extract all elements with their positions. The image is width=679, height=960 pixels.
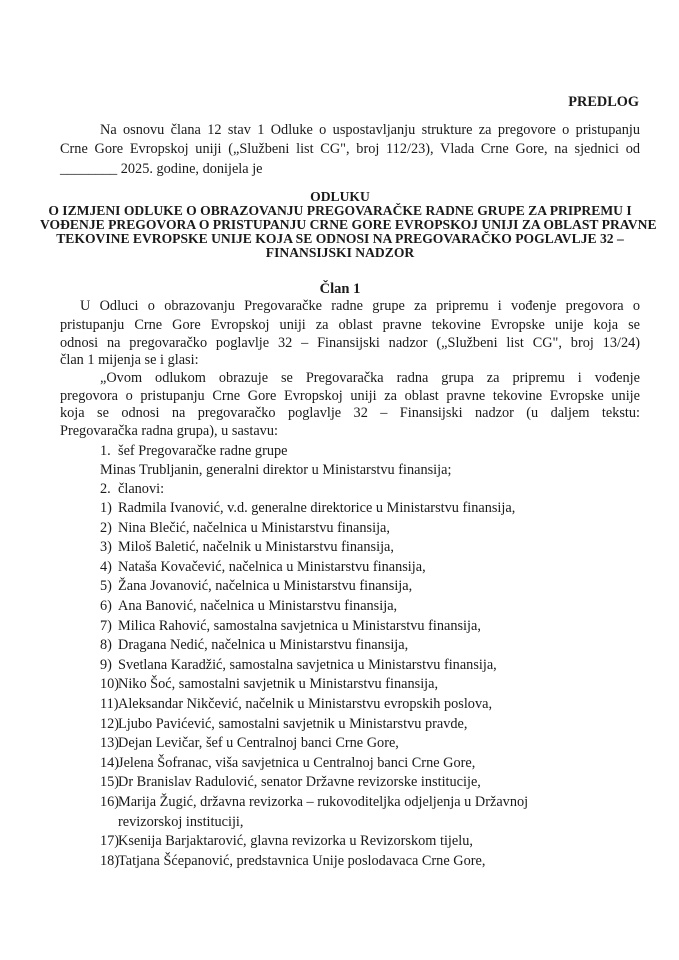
member-item [100, 618, 481, 635]
member-number: 9) [100, 656, 112, 673]
member-number: 16) [100, 794, 120, 810]
decision-subtitle: FINANSIJSKI NADZOR [265, 245, 415, 260]
member-number: 5) [100, 578, 112, 595]
member-text: Dr Branislav Radulović, senator Državne revizorske institucije, [118, 774, 481, 791]
member-item [100, 755, 475, 772]
article-line: pregovora o pristupanju Crne Gore Evropskoj uniji za oblast pravne tekovine Evropske unije [60, 388, 640, 404]
article-line: Pregovaračka radna grupa), u sastavu: [60, 423, 278, 439]
member-item [100, 500, 515, 517]
member-number: 10) [100, 676, 120, 693]
decision-subtitle: VOĐENJE PREGOVORA O PRISTUPANJU CRNE GORE EVROPSKOJ UNIJI ZA OBLAST PRAVNE [40, 217, 657, 232]
member-item [100, 520, 390, 537]
member-number: 11) [100, 696, 119, 712]
member-number: 18) [100, 852, 120, 869]
member-item [100, 853, 485, 870]
member-text: Aleksandar Nikčević, načelnik u Ministarstvu evropskih poslova, [118, 696, 493, 712]
member-text: Ksenija Barjaktarović, glavna revizorka u Revizorskom tijelu, [118, 833, 473, 850]
member-item [100, 637, 408, 654]
member-text: Svetlana Karadžić, samostalna savjetnica u Ministarstvu finansija, [118, 656, 497, 673]
member-text: Miloš Baletić, načelnik u Ministarstvu finansija, [118, 539, 394, 556]
article-line: „Ovom odlukom obrazuje se Pregovaračka radna grupa za pripremu i vođenje [100, 370, 640, 386]
member-item [100, 559, 426, 576]
member-text: Dejan Levičar, šef u Centralnoj banci Crne Gore, [118, 735, 399, 752]
member-text: Ljubo Pavićević, samostalni savjetnik u Ministarstvu pravde, [118, 715, 468, 732]
member-number: 14) [100, 754, 120, 771]
section-label: članovi: [118, 481, 165, 497]
member-number: 4) [100, 558, 112, 575]
member-number: 2) [100, 519, 112, 536]
section-head-of-group [100, 443, 288, 460]
section-number: 2. [100, 481, 111, 497]
section-number: 1. [100, 443, 111, 459]
preamble-line: Na osnovu člana 12 stav 1 Odluke o uspostavljanju strukture za pregovore o pristupanju [100, 122, 640, 138]
member-number: 15) [100, 774, 120, 791]
member-text: Tatjana Šćepanović, predstavnica Unije poslodavaca Crne Gore, [118, 852, 486, 869]
member-text: Niko Šoć, samostalni savjetnik u Ministarstvu finansija, [118, 676, 439, 693]
member-item [100, 794, 528, 811]
member-text: Žana Jovanović, načelnica u Ministarstvu finansija, [118, 578, 413, 595]
member-text: Nataša Kovačević, načelnica u Ministarstvu finansija, [118, 558, 426, 575]
member-item [100, 774, 481, 791]
member-text-continuation: revizorskoj instituciji, [118, 813, 244, 830]
member-item [100, 716, 467, 733]
member-item [100, 676, 438, 693]
member-text: Dragana Nedić, načelnica u Ministarstvu finansija, [118, 637, 409, 654]
member-text: Marija Žugić, državna revizorka – rukovoditeljka odjeljenja u Državnoj [118, 794, 529, 810]
article-heading: Član 1 [319, 281, 361, 297]
section-label: šef Pregovaračke radne grupe [118, 443, 288, 459]
member-item [100, 833, 473, 850]
article-line: pristupanju Crne Gore Evropskoj uniji za oblast pravne tekovine Evropske unije koja se [60, 317, 640, 333]
head-of-group-person: Minas Trubljanin, generalni direktor u Ministarstvu finansija; [100, 462, 452, 478]
member-number: 17) [100, 833, 120, 850]
member-number: 6) [100, 598, 112, 614]
section-members [100, 481, 164, 498]
decision-subtitle: TEKOVINE EVROPSKE UNIJE KOJA SE ODNOSI NA PREGOVARAČKO POGLAVLJE 32 – [56, 231, 624, 246]
preamble-line: ________ 2025. godine, donijela je [60, 161, 263, 177]
member-number: 8) [100, 637, 112, 654]
member-item [100, 539, 394, 556]
article-line: član 1 mijenja se i glasi: [60, 352, 199, 368]
member-number: 1) [100, 500, 112, 516]
member-number: 13) [100, 735, 120, 752]
member-item [100, 735, 399, 752]
member-item [100, 598, 397, 615]
member-number: 7) [100, 617, 112, 634]
predlog-label: PREDLOG [568, 94, 639, 110]
member-item [100, 696, 492, 713]
member-text: Radmila Ivanović, v.d. generalne direktorice u Ministarstvu finansija, [118, 500, 516, 516]
decision-subtitle: O IZMJENI ODLUKE O OBRAZOVANJU PREGOVARAČKE RADNE GRUPE ZA PRIPREMU I [48, 203, 632, 218]
article-line: koja se odnosi na pregovaračko poglavlje 32 – Finansijski nadzor (u daljem tekstu: [60, 405, 640, 421]
member-text: Jelena Šofranac, viša savjetnica u Centralnoj banci Crne Gore, [118, 754, 476, 771]
article-line: U Odluci o obrazovanju Pregovaračke radne grupe za pripremu i vođenje pregovora o [80, 298, 640, 314]
member-number: 12) [100, 715, 120, 732]
decision-title: ODLUKU [310, 189, 370, 204]
member-number: 3) [100, 539, 112, 556]
member-item [100, 578, 412, 595]
member-text: Ana Banović, načelnica u Ministarstvu finansija, [118, 598, 398, 614]
member-text: Nina Blečić, načelnica u Ministarstvu finansija, [118, 519, 390, 536]
member-text: Milica Rahović, samostalna savjetnica u Ministarstvu finansija, [118, 617, 481, 634]
member-item [100, 657, 497, 674]
preamble-line: Crne Gore Evropskoj uniji („Službeni list CG", broj 112/23), Vlada Crne Gore, na sjednici od [60, 141, 640, 157]
article-line: odnosi na pregovaračko poglavlje 32 – Finansijski nadzor („Službeni list CG", broj 13/24) [60, 335, 640, 351]
